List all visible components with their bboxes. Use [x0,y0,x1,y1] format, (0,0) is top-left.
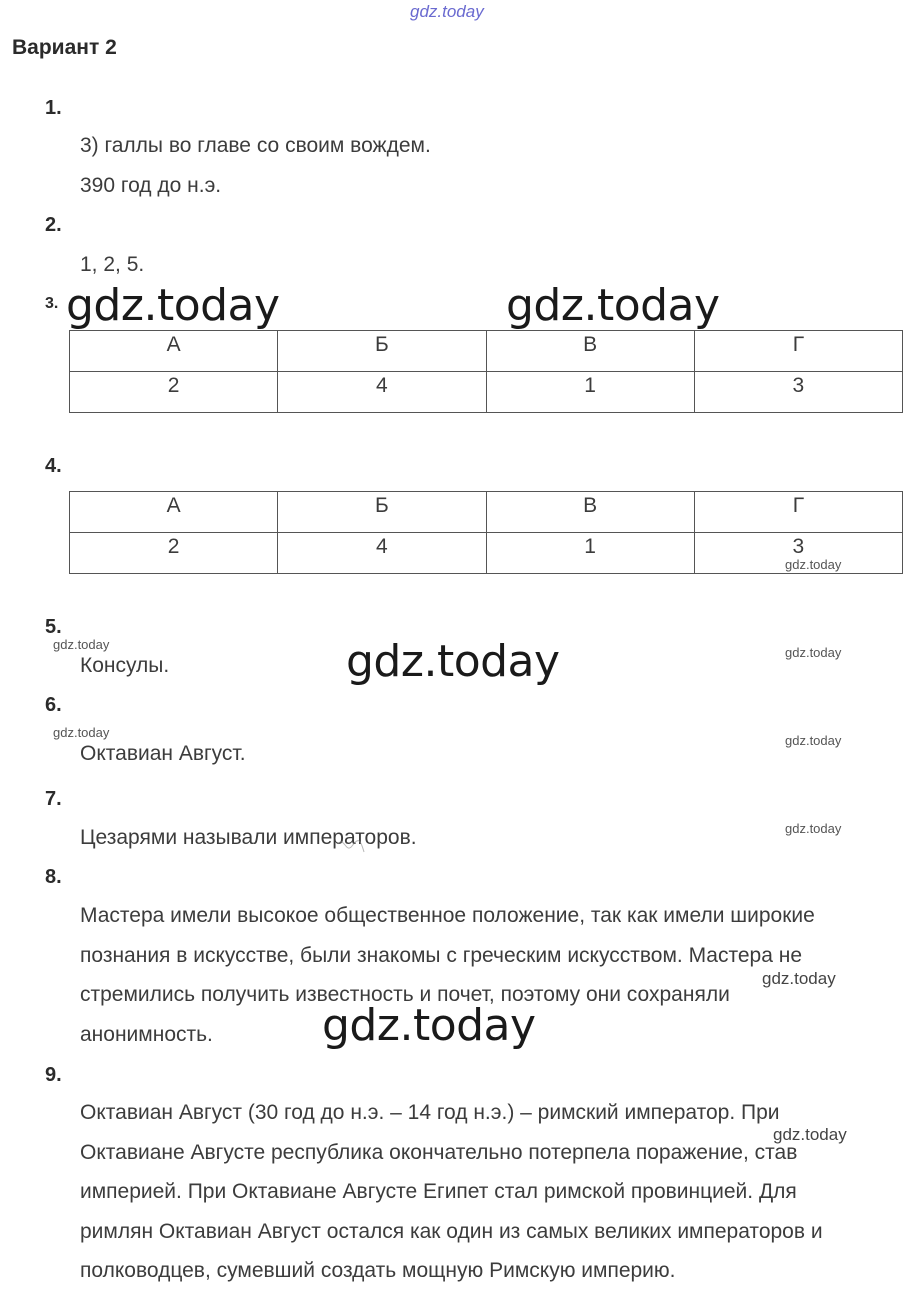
answer-line: полководцев, сумевший создать мощную Римскую империю. [80,1259,676,1282]
table-header-cell: Б [278,331,486,372]
watermark-small: gdz.today [53,725,110,740]
table-header-cell: Г [694,492,902,533]
answer-table-3 [69,330,903,413]
table-header-cell: А [70,331,278,372]
watermark-small: gdz.today [785,733,842,748]
watermark-large: gdz.today [346,636,560,687]
answer-1: 3) галлы во главе со своим вождем. [80,134,431,157]
answer-line: римлян Октавиан Август остался как один из самых великих императоров и [80,1219,823,1243]
table-row [70,372,903,413]
watermark-large: gdz.today [506,280,720,331]
table-cell: 1 [486,533,694,574]
watermark-small: gdz.today [785,645,842,660]
table-row [70,533,903,574]
answer-table-4 [69,491,903,574]
answer-line: стремились получить известность и почет, поэтому они сохраняли [80,983,730,1006]
question-number-2: 2. [45,214,62,236]
table-cell: 4 [278,372,486,413]
table-header-cell: В [486,331,694,372]
pen-scribble [336,826,446,862]
answer-7: Цезарями называли императоров. [80,826,417,849]
table-header-cell: В [486,492,694,533]
table-header-cell: Б [278,492,486,533]
question-number-4: 4. [45,455,62,477]
question-number-7: 7. [45,788,62,810]
answer-line: познания в искусстве, были знакомы с греческим искусством. Мастера не [80,943,803,967]
question-number-9: 9. [45,1064,62,1086]
table-cell: 1 [486,372,694,413]
table-header-row [70,492,903,533]
answer-1-year: 390 год до н.э. [80,174,222,197]
answer-5: Консулы. [80,654,170,677]
table-cell: 2 [70,533,278,574]
answer-line: Мастера имели высокое общественное положение, так как имели широкие [80,904,815,927]
table-cell: 3 [694,533,902,574]
page-title: Вариант 2 [12,36,117,59]
answer-line: Октавиане Августе республика окончательно потерпела поражение, став [80,1140,798,1164]
watermark-small: gdz.today [785,821,842,836]
watermark-top: gdz.today [410,2,484,21]
table-header-cell: Г [694,331,902,372]
table-header-cell: А [70,492,278,533]
answer-9 [80,1093,895,1291]
question-number-3: 3. [45,295,59,312]
watermark-large: gdz.today [322,1000,536,1051]
watermark-small: gdz.today [785,557,842,572]
answer-line: Октавиан Август (30 год до н.э. – 14 год н.э.) – римский император. При [80,1101,780,1124]
table-cell: 3 [694,372,902,413]
answer-2: 1, 2, 5. [80,253,145,276]
table-cell: 2 [70,372,278,413]
answer-line: империей. При Октавиане Августе Египет стал римской провинцией. Для [80,1180,797,1203]
question-number-1: 1. [45,97,62,119]
answer-6: Октавиан Август. [80,742,246,765]
table-cell: 4 [278,533,486,574]
question-number-6: 6. [45,694,62,716]
question-number-5: 5. [45,616,62,638]
table-header-row [70,331,903,372]
watermark-medium: gdz.today [773,1125,847,1144]
watermark-large: gdz.today [66,280,280,331]
watermark-medium: gdz.today [762,969,836,988]
watermark-small: gdz.today [53,637,110,652]
question-number-8: 8. [45,866,62,888]
answer-line: анонимность. [80,1022,213,1046]
